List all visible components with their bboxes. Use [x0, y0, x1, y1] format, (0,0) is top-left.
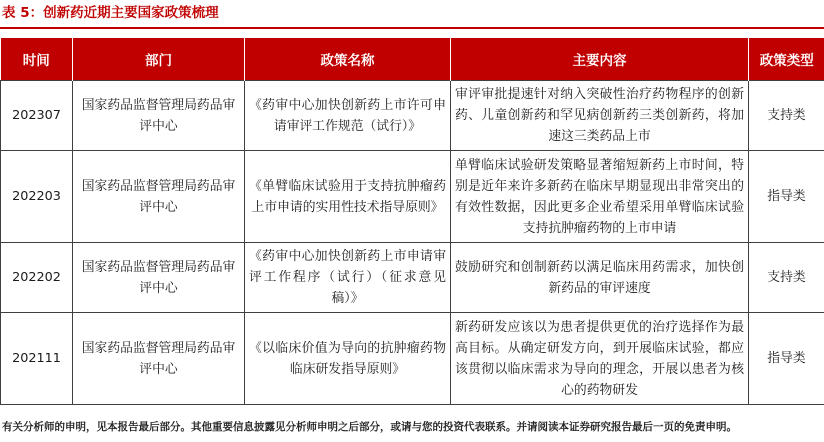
- cell-dept: 国家药品监督管理局药品审评中心: [73, 81, 245, 151]
- table-title: 表 5：创新药近期主要国家政策梳理: [2, 5, 219, 21]
- table-row: [1, 243, 824, 313]
- policy-table: [0, 38, 824, 405]
- cell-dept: 国家药品监督管理局药品审评中心: [73, 151, 245, 243]
- cell-main-content: 鼓励研究和创制新药以满足临床用药需求，加快创新药品的审评速度: [451, 243, 749, 313]
- cell-dept: 国家药品监督管理局药品审评中心: [73, 313, 245, 405]
- cell-time: 202307: [1, 81, 73, 151]
- header-policy-name: 政策名称: [245, 38, 451, 81]
- header-main-content: 主要内容: [451, 38, 749, 81]
- cell-policy-type: 支持类: [749, 81, 824, 151]
- cell-policy-name: 《以临床价值为导向的抗肿瘤药物临床研发指导原则》: [245, 313, 451, 405]
- cell-time: 202202: [1, 243, 73, 313]
- cell-policy-name: 《药审中心加快创新药上市申请审评工作程序（试行）（征求意见稿）》: [245, 243, 451, 313]
- cell-time: 202111: [1, 313, 73, 405]
- header-dept: 部门: [73, 38, 245, 81]
- cell-main-content: 新药研发应该以为患者提供更优的治疗选择作为最高目标。从确定研发方向，到开展临床试验，都应该贯彻以临床需求为导向的理念，开展以患者为核心的药物研发: [451, 313, 749, 405]
- cell-policy-type: 指导类: [749, 313, 824, 405]
- cell-policy-name: 《药审中心加快创新药上市许可申请审评工作规范（试行）》: [245, 81, 451, 151]
- header-time: 时间: [1, 38, 73, 81]
- table-row: [1, 81, 824, 151]
- cell-main-content: 单臂临床试验研发策略显著缩短新药上市时间，特别是近年来许多新药在临床早期显现出非常突出的有效性数据，因此更多企业希望采用单臂临床试验支持抗肿瘤药物的上市申请: [451, 151, 749, 243]
- cell-policy-type: 支持类: [749, 243, 824, 313]
- table-row: [1, 313, 824, 405]
- cell-main-content: 审评审批提速针对纳入突破性治疗药物程序的创新药、儿童创新药和罕见病创新药三类创新药，将加速这三类药品上市: [451, 81, 749, 151]
- cell-time: 202203: [1, 151, 73, 243]
- header-policy-type: 政策类型: [749, 38, 824, 81]
- table-header-row: [1, 38, 824, 81]
- cell-policy-type: 指导类: [749, 151, 824, 243]
- table-row: [1, 151, 824, 243]
- cell-policy-name: 《单臂临床试验用于支持抗肿瘤药上市申请的实用性技术指导原则》: [245, 151, 451, 243]
- title-divider: [0, 27, 824, 29]
- cell-dept: 国家药品监督管理局药品审评中心: [73, 243, 245, 313]
- disclaimer-footer: 有关分析师的申明，见本报告最后部分。其他重要信息披露见分析师申明之后部分，或请与您的投资代表联系。并请阅读本证券研究报告最后一页的免责申明。: [2, 421, 737, 433]
